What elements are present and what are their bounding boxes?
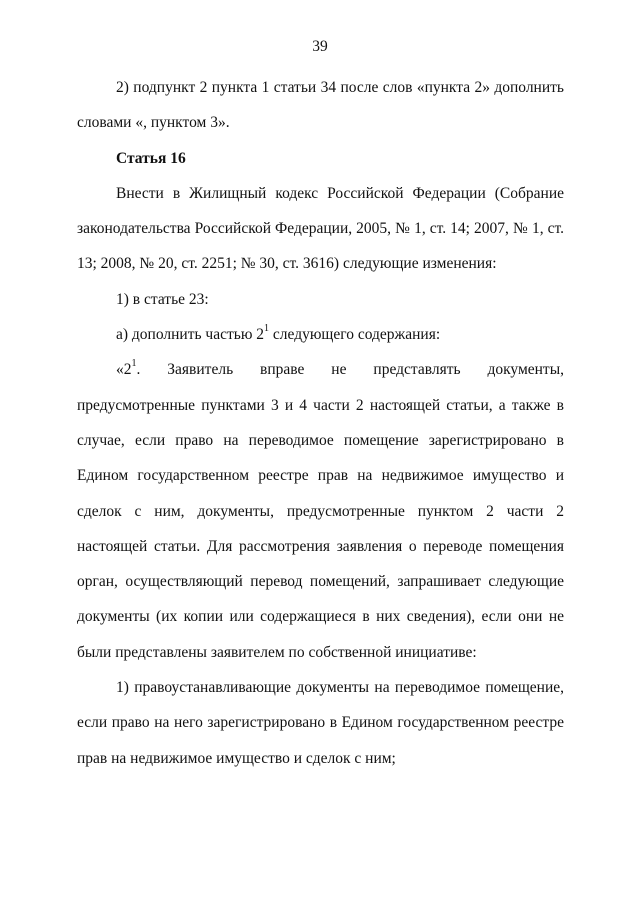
page-number: 39 [312, 38, 328, 55]
paragraph-housing-code-intro: Внести в Жилищный кодекс Российской Федерации (Собрание законодательства Российской Федерации, 2005, № 1, ст. 14; 2007, № 1, ст. 13; 2008, № 20, ст. 2251; № 30, ст. 3616) следующие изменения: [77, 184, 564, 273]
paragraph-amendment-article-34: 2) подпункт 2 пункта 1 статьи 34 после слов «пункта 2» дополнить словами «, пунктом 3». [77, 79, 564, 132]
paragraph-article-23: 1) в статье 23: [116, 290, 209, 308]
article-heading: Статья 16 [116, 149, 186, 167]
paragraph-add-part [77, 317, 564, 352]
paragraph-part-2-1-text [77, 352, 564, 670]
document-body [77, 70, 564, 776]
text-segment: . Заявитель вправе не представлять документы, предусмотренные пунктами 3 и 4 части 2 настоящей статьи, а также в случае, если право на переводимое помещение зарегистрировано в Едином государственном реестре прав на недвижимое имущество и сделок с ним, документы, предусмотренные пунктом 2 части 2 настоящей статьи. Для рассмотрения заявления о переводе помещения орган, осуществляющий перевод помещений, запрашивает следующие документы (их копии или содержащиеся в них сведения), если они не были представлены заявителем по собственной инициативе: [77, 361, 564, 661]
text-segment: а) дополнить частью 2 [116, 326, 265, 344]
text-segment: следующего содержания: [269, 326, 441, 344]
superscript: 1 [131, 358, 137, 370]
paragraph-item-1: 1) правоустанавливающие документы на переводимое помещение, если право на него зарегистрировано в Едином государственном реестре прав на недвижимое имущество и сделок с ним; [77, 679, 564, 767]
superscript: 1 [264, 322, 270, 334]
text-segment: «2 [116, 361, 132, 379]
